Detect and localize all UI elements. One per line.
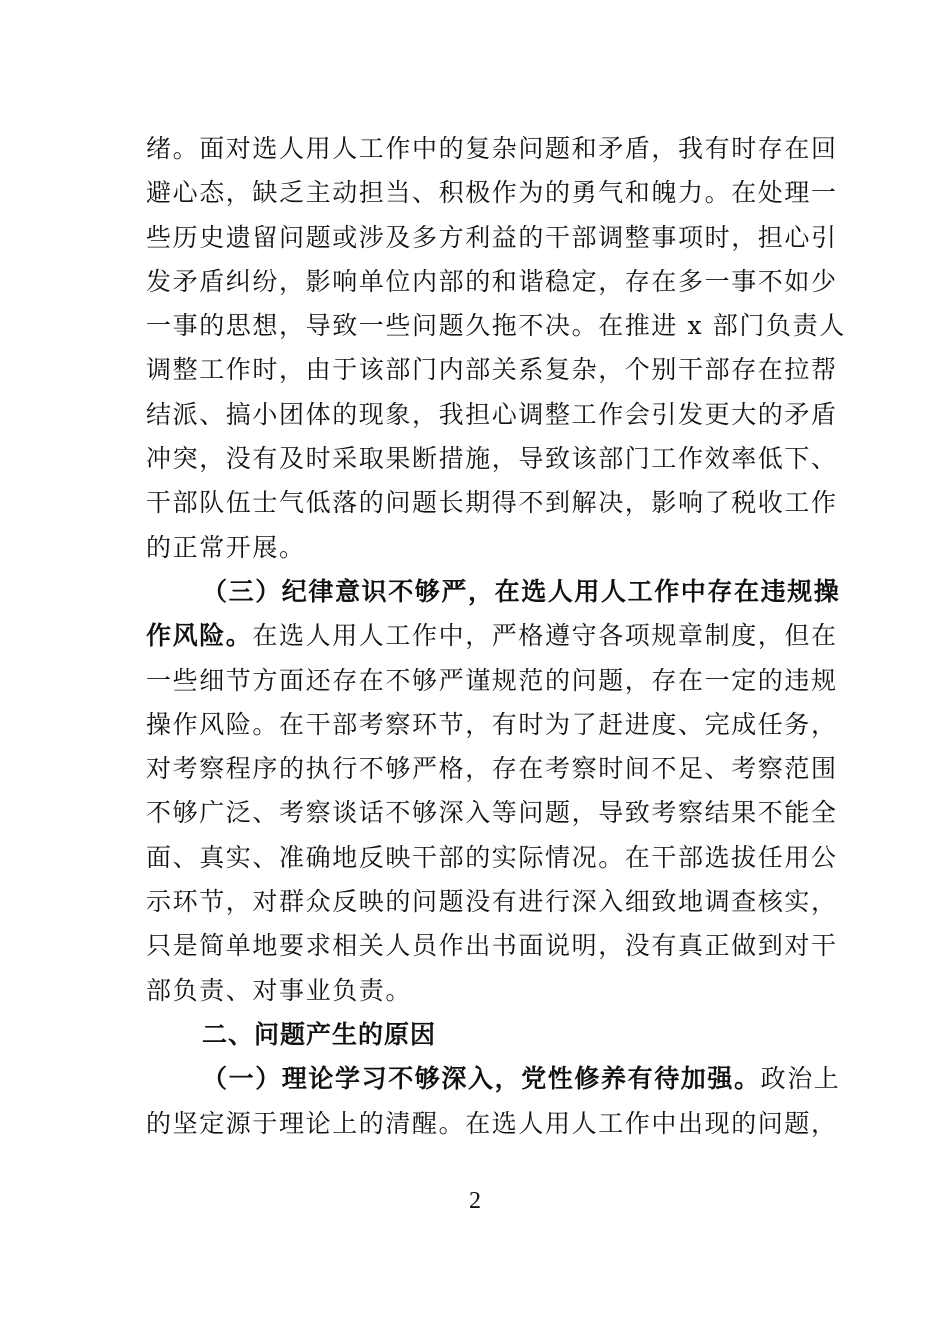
paragraph-line: 一事的思想，导致一些问题久拖不决。在推进 x 部门负责人 xyxy=(146,311,846,341)
subsection1-heading-line xyxy=(146,1057,841,1101)
paragraph-line: 面、真实、准确地反映干部的实际情况。在干部选拔任用公 xyxy=(146,842,838,872)
paragraph-line: 避心态，缺乏主动担当、积极作为的勇气和魄力。在处理一 xyxy=(146,178,838,208)
paragraph-line: 调整工作时，由于该部门内部关系复杂，个别干部存在拉帮 xyxy=(146,355,838,385)
section-heading: 二、问题产生的原因 xyxy=(202,1019,437,1049)
paragraph-line: 些历史遗留问题或涉及多方利益的干部调整事项时，担心引 xyxy=(146,222,838,252)
paragraph-line: 示环节，对群众反映的问题没有进行深入细致地调查核实， xyxy=(146,887,838,917)
paragraph-line: 绪。面对选人用人工作中的复杂问题和矛盾，我有时存在回 xyxy=(146,134,838,163)
paragraph-line: 的坚定源于理论上的清醒。在选人用人工作中出现的问题， xyxy=(146,1108,838,1138)
paragraph-line: 发矛盾纠纷，影响单位内部的和谐稳定，存在多一事不如少 xyxy=(146,266,838,296)
paragraph-line: 只是简单地要求相关人员作出书面说明，没有真正做到对干 xyxy=(146,931,838,961)
paragraph-line: 的正常开展。 xyxy=(146,532,306,562)
body-text xyxy=(146,127,846,1146)
paragraph-line: 部负责、对事业负责。 xyxy=(146,975,413,1005)
paragraph-line: 对考察程序的执行不够严格，存在考察时间不足、考察范围 xyxy=(146,754,838,784)
subsection1-heading: （一）理论学习不够深入，党性修养有待加强。 xyxy=(202,1064,761,1094)
paragraph-line: 一些细节方面还存在不够严谨规范的问题，存在一定的违规 xyxy=(146,665,838,695)
paragraph-line: 冲突，没有及时采取果断措施，导致该部门工作效率低下、 xyxy=(146,444,838,474)
paragraph-line: 干部队伍士气低落的问题长期得不到解决，影响了税收工作 xyxy=(146,488,838,518)
subsection1-text-start: 政治上 xyxy=(760,1064,841,1094)
paragraph-line: 结派、搞小团体的现象，我担心调整工作会引发更大的矛盾 xyxy=(146,399,838,429)
section3-heading-line: （三）纪律意识不够严，在选人用人工作中存在违规操 xyxy=(202,576,841,606)
paragraph-line: 操作风险。在干部考察环节，有时为了赶进度、完成任务， xyxy=(146,709,838,739)
section3-heading-tail: 作风险。 xyxy=(146,621,253,651)
paragraph-line: 不够广泛、考察谈话不够深入等问题，导致考察结果不能全 xyxy=(146,798,838,828)
section3-heading-continuation xyxy=(146,614,838,658)
section3-text-start: 在选人用人工作中，严格遵守各项规章制度，但在 xyxy=(252,621,838,651)
page-number: 2 xyxy=(469,1188,481,1214)
